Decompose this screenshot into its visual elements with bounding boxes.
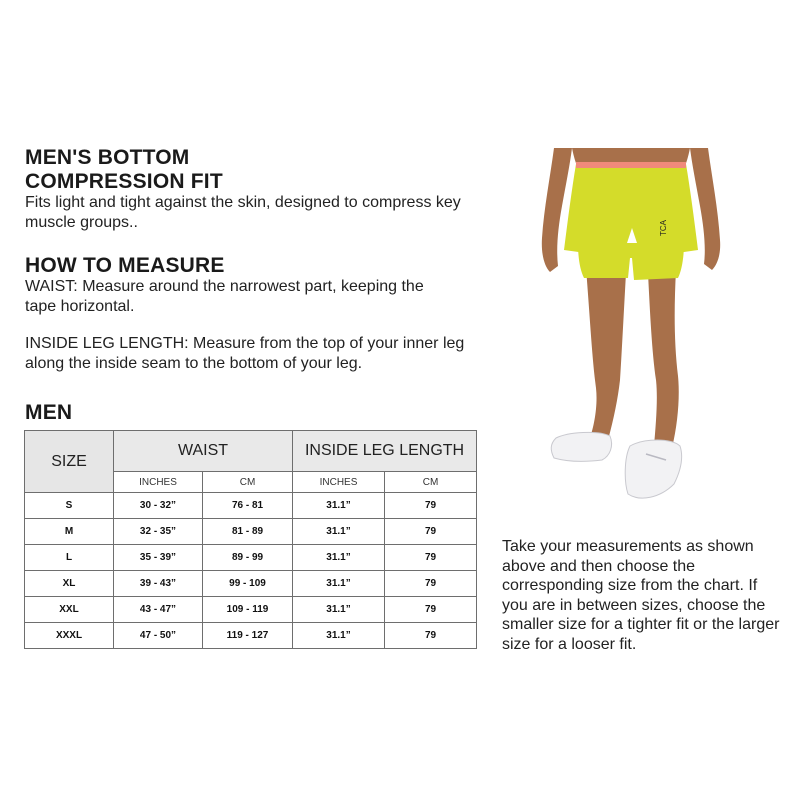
- leg-inches-cell: 31.1”: [293, 545, 385, 571]
- table-row: [25, 597, 477, 623]
- waist-inches-cell: 30 - 32”: [114, 493, 203, 519]
- leg-cm-cell: 79: [385, 623, 477, 649]
- table-row: [25, 519, 477, 545]
- waist-cm-cell: 76 - 81: [203, 493, 293, 519]
- leg-inches-cell: 31.1”: [293, 493, 385, 519]
- model-legs: [586, 268, 679, 448]
- waist-instructions: WAIST: Measure around the narrowest part, keeping the tape horizontal.: [25, 278, 424, 315]
- size-chart-table: [24, 430, 477, 649]
- size-cell: XL: [25, 571, 114, 597]
- page-title: [25, 146, 285, 194]
- waist-inches-cell: 39 - 43”: [114, 571, 203, 597]
- leg-cm-cell: 79: [385, 519, 477, 545]
- waist-cm-header: CM: [203, 472, 293, 493]
- leg-inches-cell: 31.1”: [293, 519, 385, 545]
- leg-cm-cell: 79: [385, 597, 477, 623]
- leg-inches-cell: 31.1”: [293, 597, 385, 623]
- title-line-1: MEN'S BOTTOM: [25, 146, 190, 169]
- size-cell: XXL: [25, 597, 114, 623]
- sneakers-icon: [551, 432, 681, 498]
- table-row: [25, 571, 477, 597]
- leg-inches-header: INCHES: [293, 472, 385, 493]
- waist-cm-cell: 81 - 89: [203, 519, 293, 545]
- fit-description: Fits light and tight against the skin, designed to compress key muscle groups..: [25, 194, 461, 231]
- waist-cm-cell: 89 - 99: [203, 545, 293, 571]
- table-row: [25, 545, 477, 571]
- waist-cm-cell: 109 - 119: [203, 597, 293, 623]
- waist-inches-cell: 32 - 35”: [114, 519, 203, 545]
- waist-cm-cell: 99 - 109: [203, 571, 293, 597]
- leg-cm-cell: 79: [385, 493, 477, 519]
- leg-inches-cell: 31.1”: [293, 571, 385, 597]
- title-line-2: COMPRESSION FIT: [25, 170, 223, 193]
- svg-text:TCA: TCA: [659, 220, 668, 236]
- leg-cm-cell: 79: [385, 545, 477, 571]
- waist-inches-header: INCHES: [114, 472, 203, 493]
- table-row: [25, 493, 477, 519]
- waist-cm-cell: 119 - 127: [203, 623, 293, 649]
- size-cell: L: [25, 545, 114, 571]
- waist-inches-cell: 43 - 47”: [114, 597, 203, 623]
- sizing-note: Take your measurements as shown above and then choose the corresponding size from the chart. If you are in between sizes, choose the smaller size for a tighter fit or the larger size for a looser fit.: [502, 538, 780, 653]
- model-photo: [528, 148, 734, 510]
- size-column-header: SIZE: [25, 431, 114, 493]
- waist-inches-cell: 47 - 50”: [114, 623, 203, 649]
- leg-inches-cell: 31.1”: [293, 623, 385, 649]
- table-row: [25, 623, 477, 649]
- men-section-title: MEN: [25, 401, 73, 424]
- how-to-measure-title: HOW TO MEASURE: [25, 254, 225, 277]
- waist-inches-cell: 35 - 39”: [114, 545, 203, 571]
- leg-cm-cell: 79: [385, 571, 477, 597]
- table-header-row: [25, 431, 477, 472]
- inside-leg-instructions: INSIDE LEG LENGTH: Measure from the top of your inner leg along the inside seam to the bottom of your leg.: [25, 335, 465, 372]
- size-cell: S: [25, 493, 114, 519]
- size-cell: M: [25, 519, 114, 545]
- waist-column-header: WAIST: [114, 431, 293, 472]
- size-cell: XXXL: [25, 623, 114, 649]
- leg-cm-header: CM: [385, 472, 477, 493]
- inside-leg-column-header: INSIDE LEG LENGTH: [293, 431, 477, 472]
